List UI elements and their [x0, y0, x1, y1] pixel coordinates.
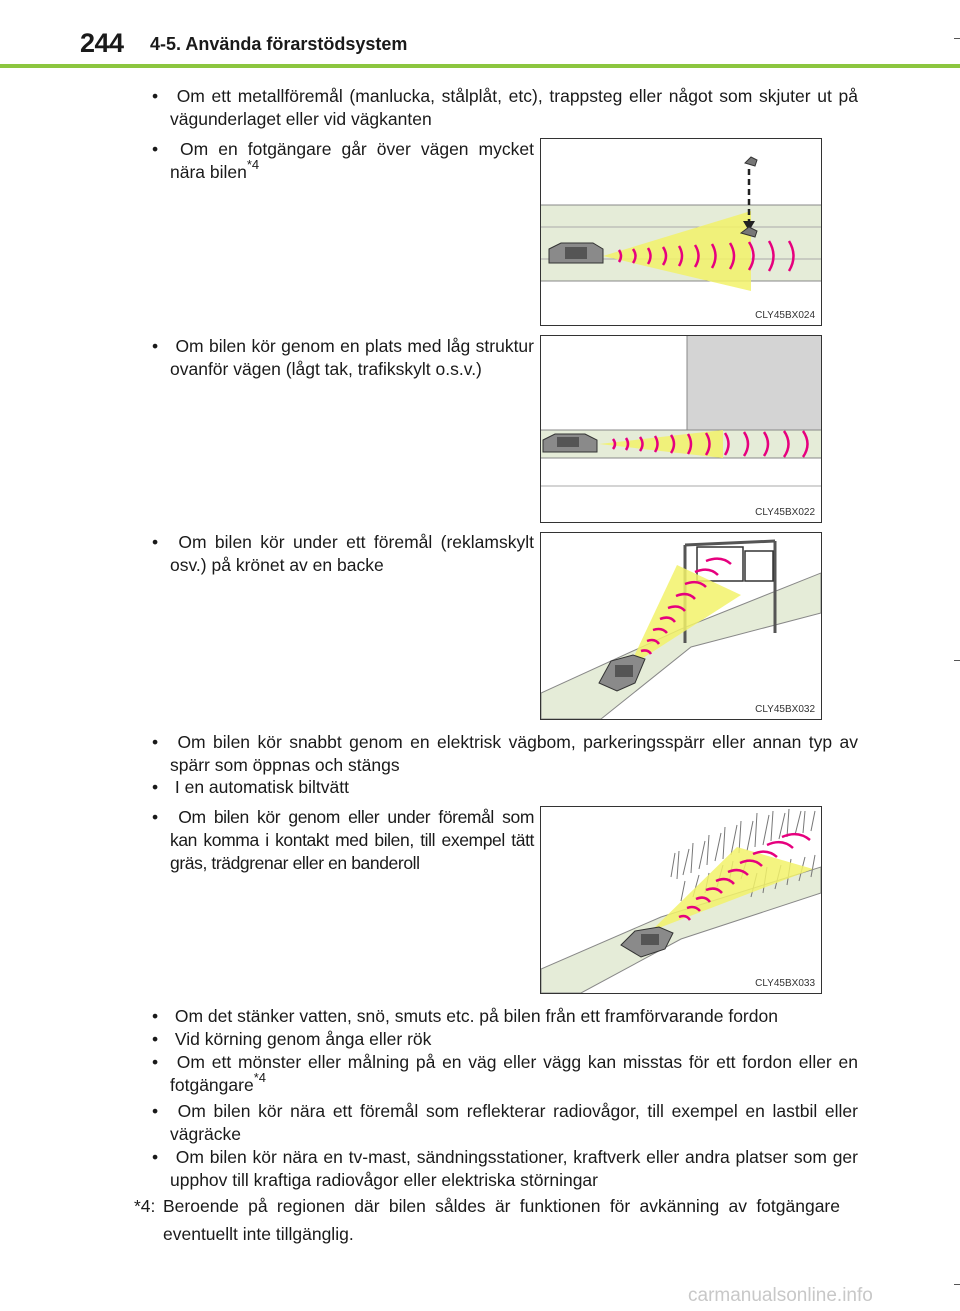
bullet-reflect — [152, 1100, 858, 1146]
bullet-steam — [152, 1028, 858, 1051]
bullet-pedestrian — [152, 138, 534, 184]
figure-grass-branches — [540, 806, 822, 994]
figure-code: CLY45BX022 — [755, 507, 815, 518]
footnote-text: Beroende på regionen där bilen såldes är funktionen för avkänning av fotgängare eventuellt inte tillgänglig. — [163, 1196, 840, 1244]
bullet-text: Om bilen kör under ett föremål (reklamskylt osv.) på krönet av en backe — [170, 532, 534, 575]
bullet-tv-mast — [152, 1146, 858, 1192]
bullet-splash — [152, 1005, 858, 1028]
header-rule — [0, 64, 960, 68]
bullet-under-object — [152, 531, 534, 577]
page-header — [0, 0, 960, 70]
crop-mark — [954, 660, 960, 661]
footnote-mark: *4: — [134, 1196, 156, 1216]
figure-low-structure — [540, 335, 822, 523]
page-number: 244 — [80, 28, 124, 58]
bullet-text: I en automatisk biltvätt — [174, 777, 349, 797]
footnote-ref: *4 — [246, 157, 260, 173]
figure-code: CLY45BX024 — [755, 310, 815, 321]
bullet-electric-barrier — [152, 731, 858, 777]
bullet-text: Om bilen kör nära ett föremål som reflekterar radiovågor, till exempel en lastbil eller vägräcke — [170, 1101, 858, 1144]
figure-code: CLY45BX033 — [755, 978, 815, 989]
figure-pedestrian-crossing — [540, 138, 822, 326]
crop-mark — [954, 38, 960, 39]
bullet-pattern — [152, 1051, 858, 1097]
bullet-metal-object — [152, 85, 858, 131]
bullet-text: Om bilen kör genom en plats med låg struktur ovanför vägen (lågt tak, trafikskylt o.s.v.) — [170, 336, 534, 379]
figure-billboard-hill — [540, 532, 822, 720]
section-title: 4-5. Använda förarstödsystem — [150, 34, 408, 54]
crop-mark — [954, 1284, 960, 1285]
bullet-text: Om bilen kör nära en tv-mast, sändningsstationer, kraftverk eller andra platser som ger upphov till kraftiga radiovågor eller elektriska störningar — [170, 1147, 858, 1190]
bullet-contact-objects — [152, 806, 534, 875]
bullet-text: Vid körning genom ånga eller rök — [174, 1029, 432, 1049]
watermark: carmanualsonline.info — [688, 1285, 873, 1306]
bullet-text: Om bilen kör snabbt genom en elektrisk vägbom, parkeringsspärr eller annan typ av spärr som öppnas och stängs — [170, 732, 858, 775]
figure-code: CLY45BX032 — [755, 704, 815, 715]
footnote — [134, 1192, 840, 1248]
bullet-text: Om det stänker vatten, snö, smuts etc. på bilen från ett framförvarande fordon — [174, 1006, 778, 1026]
bullet-car-wash — [152, 776, 858, 799]
bullet-low-structure — [152, 335, 534, 381]
bullet-text: Om ett mönster eller målning på en väg eller vägg kan misstas för ett fordon eller en fotgängare — [170, 1052, 858, 1095]
bullet-text: Om ett metallföremål (manlucka, stålplåt, etc), trappsteg eller något som skjuter ut på vägunderlaget eller vid vägkanten — [170, 86, 858, 129]
footnote-ref: *4 — [253, 1070, 266, 1086]
bullet-text: Om en fotgängare går över vägen mycket nära bilen — [170, 139, 534, 182]
bullet-text: Om bilen kör genom eller under föremål som kan komma i kontakt med bilen, till exempel tätt gräs, trädgrenar eller en banderoll — [170, 807, 534, 873]
